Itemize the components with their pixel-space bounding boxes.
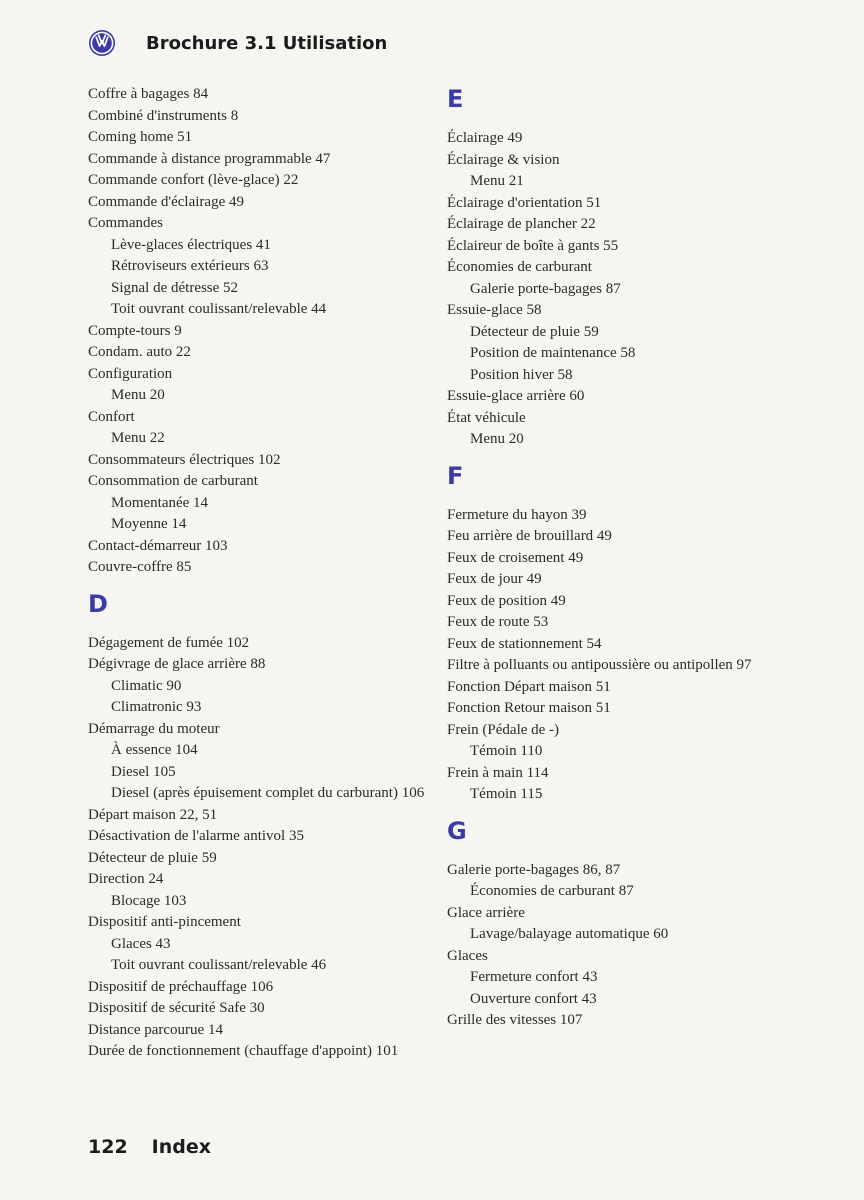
index-entry: Démarrage du moteur <box>88 720 220 737</box>
page-title: Brochure 3.1 Utilisation <box>146 32 388 54</box>
index-subentry: Rétroviseurs extérieurs 63 <box>111 258 269 274</box>
index-entry: Commandes <box>88 215 163 231</box>
index-entry: Éclaireur de boîte à gants 55 <box>447 237 619 254</box>
index-entry: Éclairage 49 <box>447 130 523 146</box>
index-entry: Galerie porte-bagages 86, 87 <box>447 861 621 878</box>
index-entry: Filtre à polluants ou antipoussière ou antipollen 97 <box>447 657 752 673</box>
index-entry: Fonction Départ maison 51 <box>447 678 611 695</box>
index-subentry: Diesel (après épuisement complet du carburant) 106 <box>111 785 425 801</box>
index-entry: Commande à distance programmable 47 <box>88 150 331 167</box>
index-entry: Commande d'éclairage 49 <box>88 193 244 210</box>
index-entry: Désactivation de l'alarme antivol 35 <box>88 828 304 844</box>
index-subentry: Fermeture confort 43 <box>470 969 598 985</box>
index-entry: État véhicule <box>447 409 526 426</box>
index-subentry: Menu 21 <box>470 173 524 189</box>
index-entry: Durée de fonctionnement (chauffage d'appoint) 101 <box>88 1043 399 1059</box>
index-entry: Feux de route 53 <box>447 614 549 630</box>
index-subentry: À essence 104 <box>111 742 198 758</box>
index-subentry: Position hiver 58 <box>470 366 573 383</box>
index-entry: Consommation de carburant <box>88 473 258 489</box>
index-entry: Dispositif de sécurité Safe 30 <box>88 1000 265 1016</box>
index-entry: Feux de position 49 <box>447 592 566 609</box>
index-subentry: Économies de carburant 87 <box>470 883 634 899</box>
index-subentry: Climatronic 93 <box>111 699 202 715</box>
index-subentry: Toit ouvrant coulissant/relevable 44 <box>111 301 327 317</box>
index-entry: Contact-démarreur 103 <box>88 537 228 554</box>
index-entry: Combiné d'instruments 8 <box>88 107 239 124</box>
index-column-left <box>88 84 428 1063</box>
index-subentry: Momentanée 14 <box>111 494 209 511</box>
index-entry: Configuration <box>88 365 173 382</box>
index-subentry: Lève-glaces électriques 41 <box>111 236 271 253</box>
index-entry: Dégivrage de glace arrière 88 <box>88 656 266 672</box>
index-entry: Condam. auto 22 <box>88 344 191 360</box>
index-entry: Éclairage d'orientation 51 <box>447 194 602 211</box>
index-subentry: Signal de détresse 52 <box>111 279 239 296</box>
index-entry: Essuie-glace arrière 60 <box>447 388 585 404</box>
index-entry: Glace arrière <box>447 904 525 921</box>
index-subentry: Blocage 103 <box>111 892 187 909</box>
section-letter-g: G <box>447 816 467 845</box>
index-entry: Essuie-glace 58 <box>447 302 542 318</box>
index-subentry: Ouverture confort 43 <box>470 990 597 1007</box>
index-entry: Dégagement de fumée 102 <box>88 634 250 651</box>
index-entry: Économies de carburant <box>447 259 592 275</box>
section-letter-d: D <box>88 589 108 618</box>
index-subentry: Diesel 105 <box>111 763 176 780</box>
index-subentry: Climatic 90 <box>111 677 182 694</box>
index-entry: Coffre à bagages 84 <box>88 86 209 102</box>
index-entry: Feu arrière de brouillard 49 <box>447 528 612 544</box>
page-number: 122 <box>88 1136 128 1158</box>
index-subentry: Position de maintenance 58 <box>470 345 636 361</box>
index-entry: Détecteur de pluie 59 <box>88 849 217 866</box>
index-entry: Consommateurs électriques 102 <box>88 451 281 468</box>
index-entry: Éclairage & vision <box>447 151 560 168</box>
index-entry: Confort <box>88 408 135 425</box>
index-subentry: Menu 20 <box>111 387 165 403</box>
index-entry: Direction 24 <box>88 871 164 887</box>
index-entry: Départ maison 22, 51 <box>88 806 218 823</box>
index-subentry: Moyenne 14 <box>111 516 187 532</box>
page-header <box>88 26 387 60</box>
index-subentry: Menu 22 <box>111 430 165 446</box>
index-entry: Compte-tours 9 <box>88 322 182 339</box>
index-subentry: Menu 20 <box>470 431 524 447</box>
index-entry: Grille des vitesses 107 <box>447 1012 583 1028</box>
vw-logo-icon <box>88 29 116 57</box>
index-entry: Distance parcourue 14 <box>88 1021 223 1038</box>
index-entry: Feux de jour 49 <box>447 571 542 587</box>
index-entry: Frein à main 114 <box>447 764 549 781</box>
index-entry: Couvre-coffre 85 <box>88 559 192 575</box>
page-footer <box>88 1136 235 1158</box>
index-entry: Fonction Retour maison 51 <box>447 700 611 716</box>
index-subentry: Témoin 115 <box>470 786 543 802</box>
index-subentry: Lavage/balayage automatique 60 <box>470 926 669 942</box>
index-column-right <box>447 84 787 1032</box>
index-subentry: Détecteur de pluie 59 <box>470 323 599 340</box>
index-entry: Commande confort (lève-glace) 22 <box>88 172 299 188</box>
index-entry: Fermeture du hayon 39 <box>447 506 587 523</box>
section-name: Index <box>151 1136 212 1158</box>
index-entry: Éclairage de plancher 22 <box>447 216 596 232</box>
index-subentry: Témoin 110 <box>470 743 543 759</box>
index-entry: Frein (Pédale de -) <box>447 721 560 738</box>
index-subentry: Toit ouvrant coulissant/relevable 46 <box>111 957 327 973</box>
index-entry: Dispositif de préchauffage 106 <box>88 978 274 995</box>
index-entry: Feux de stationnement 54 <box>447 635 602 652</box>
index-entry: Feux de croisement 49 <box>447 549 584 566</box>
index-subentry: Galerie porte-bagages 87 <box>470 280 621 297</box>
section-letter-e: E <box>447 85 464 113</box>
index-entry: Glaces <box>447 947 488 964</box>
index-entry: Coming home 51 <box>88 129 193 145</box>
index-entry: Dispositif anti-pincement <box>88 914 241 930</box>
index-subentry: Glaces 43 <box>111 935 171 952</box>
section-letter-f: F <box>447 461 464 490</box>
